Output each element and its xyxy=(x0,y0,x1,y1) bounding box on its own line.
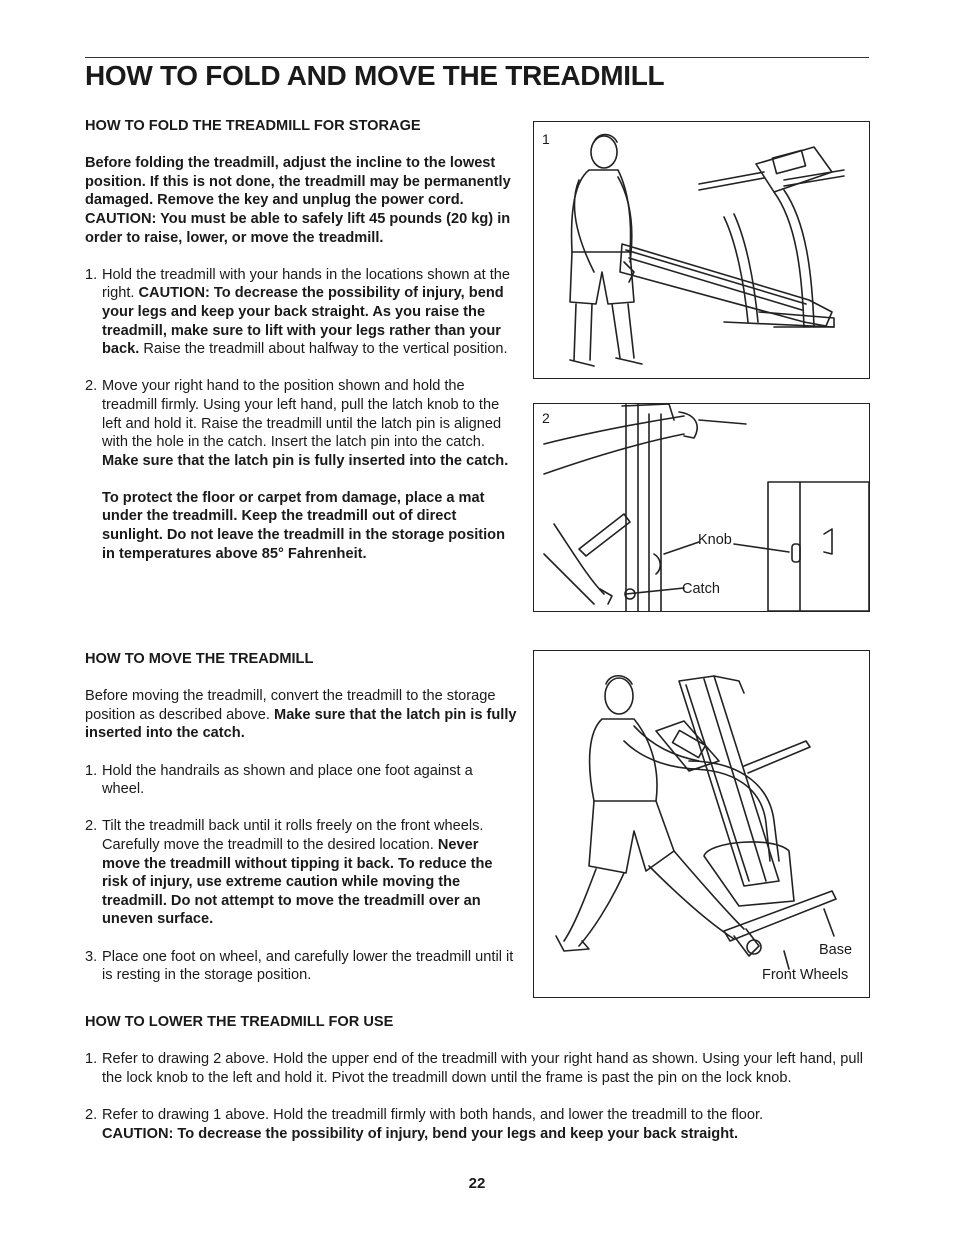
figure-1-lifting-treadmill xyxy=(533,121,870,379)
figure-number: 2 xyxy=(542,410,550,426)
move-step-3: 3. Place one foot on wheel, and carefully lower the treadmill until it is resting in the storage position. xyxy=(85,948,514,984)
top-rule xyxy=(85,57,869,58)
lower-heading: HOW TO LOWER THE TREADMILL FOR USE xyxy=(85,1014,394,1030)
figure-3-moving-treadmill xyxy=(533,650,870,998)
move-step-1: 1. Hold the handrails as shown and place one foot against a wheel. xyxy=(85,762,473,798)
latch-illustration xyxy=(534,404,869,611)
fold-step-2: 2. Move your right hand to the position shown and hold the treadmill firmly. Using your left hand, pull the latch knob to the left and hold it. Raise the treadmill until the latch pin is aligned with the hole in the catch. Insert the latch pin into the catch. Make sure that the latch pin is fully inserted into the catch. To protect the floor or carpet from damage, place a mat under the treadmill. Keep the treadmill out of direct sunlight. Do not leave the treadmill in the storage position in temperatures above 85° Fahrenheit. xyxy=(85,377,517,563)
lower-section xyxy=(85,1013,875,1143)
lower-step-2: 2. Refer to drawing 1 above. Hold the treadmill firmly with both hands, and lower the treadmill to the floor. CAUTION: To decrease the possibility of injury, bend your legs and keep your back straight. xyxy=(85,1106,764,1142)
fold-section xyxy=(85,117,517,563)
fold-warning: Before folding the treadmill, adjust the incline to the lowest position. If this is not done, the treadmill may be permanently damaged. Remove the key and unplug the power cord. CAUTION: You must be able to safely lift 45 pounds (20 kg) in order to raise, lower, or move the treadmill. xyxy=(85,155,511,246)
figure-2-latch-detail xyxy=(533,403,870,612)
page-number: 22 xyxy=(468,1175,486,1192)
step-number: 2. xyxy=(85,1106,98,1123)
step-number: 3. xyxy=(85,948,98,965)
fold-storage-note: To protect the floor or carpet from damage, place a mat under the treadmill. Keep the treadmill out of direct sunlight. Do not leave the treadmill in the storage position in temperatures above 85° Fahrenheit. xyxy=(102,489,505,562)
step-number: 1. xyxy=(85,762,98,779)
fold-step-1: 1. Hold the treadmill with your hands in the locations shown at the right. CAUTION: To decrease the possibility of injury, bend your legs and keep your back straight. As you raise the treadmill, make sure to lift with your legs rather than your back. Raise the treadmill about halfway to the vertical position. xyxy=(85,266,511,358)
lower-step-1: 1. Refer to drawing 2 above. Hold the upper end of the treadmill with your right hand as shown. Using your left hand, pull the lock knob to the left and hold it. Pivot the treadmill down until the frame is past the pin on the lock knob. xyxy=(85,1051,863,1086)
front-wheels-label: Front Wheels xyxy=(762,967,849,983)
catch-label: Catch xyxy=(682,581,720,597)
page-title: HOW TO FOLD AND MOVE THE TREADMILL xyxy=(85,60,665,91)
knob-label: Knob xyxy=(698,532,732,548)
step-number: 2. xyxy=(85,818,98,835)
step-number: 1. xyxy=(85,1051,98,1068)
treadmill-lift-illustration xyxy=(534,122,869,378)
base-label: Base xyxy=(819,942,853,958)
step-number: 2. xyxy=(85,378,98,395)
move-step-2: 2. Tilt the treadmill back until it rolls freely on the front wheels. Carefully move the treadmill to the desired location. Never move the treadmill without tipping it back. To reduce the risk of injury, use extreme caution while moving the treadmill. Do not attempt to move the treadmill over an uneven surface. xyxy=(85,818,493,928)
step-number: 1. xyxy=(85,266,98,283)
figure-number: 1 xyxy=(542,131,550,147)
move-intro: Before moving the treadmill, convert the treadmill to the storage position as described above. Make sure that the latch pin is fully inserted into the catch. xyxy=(85,688,517,742)
fold-heading: HOW TO FOLD THE TREADMILL FOR STORAGE xyxy=(85,118,421,134)
move-heading: HOW TO MOVE THE TREADMILL xyxy=(85,651,314,667)
move-section xyxy=(85,650,517,985)
